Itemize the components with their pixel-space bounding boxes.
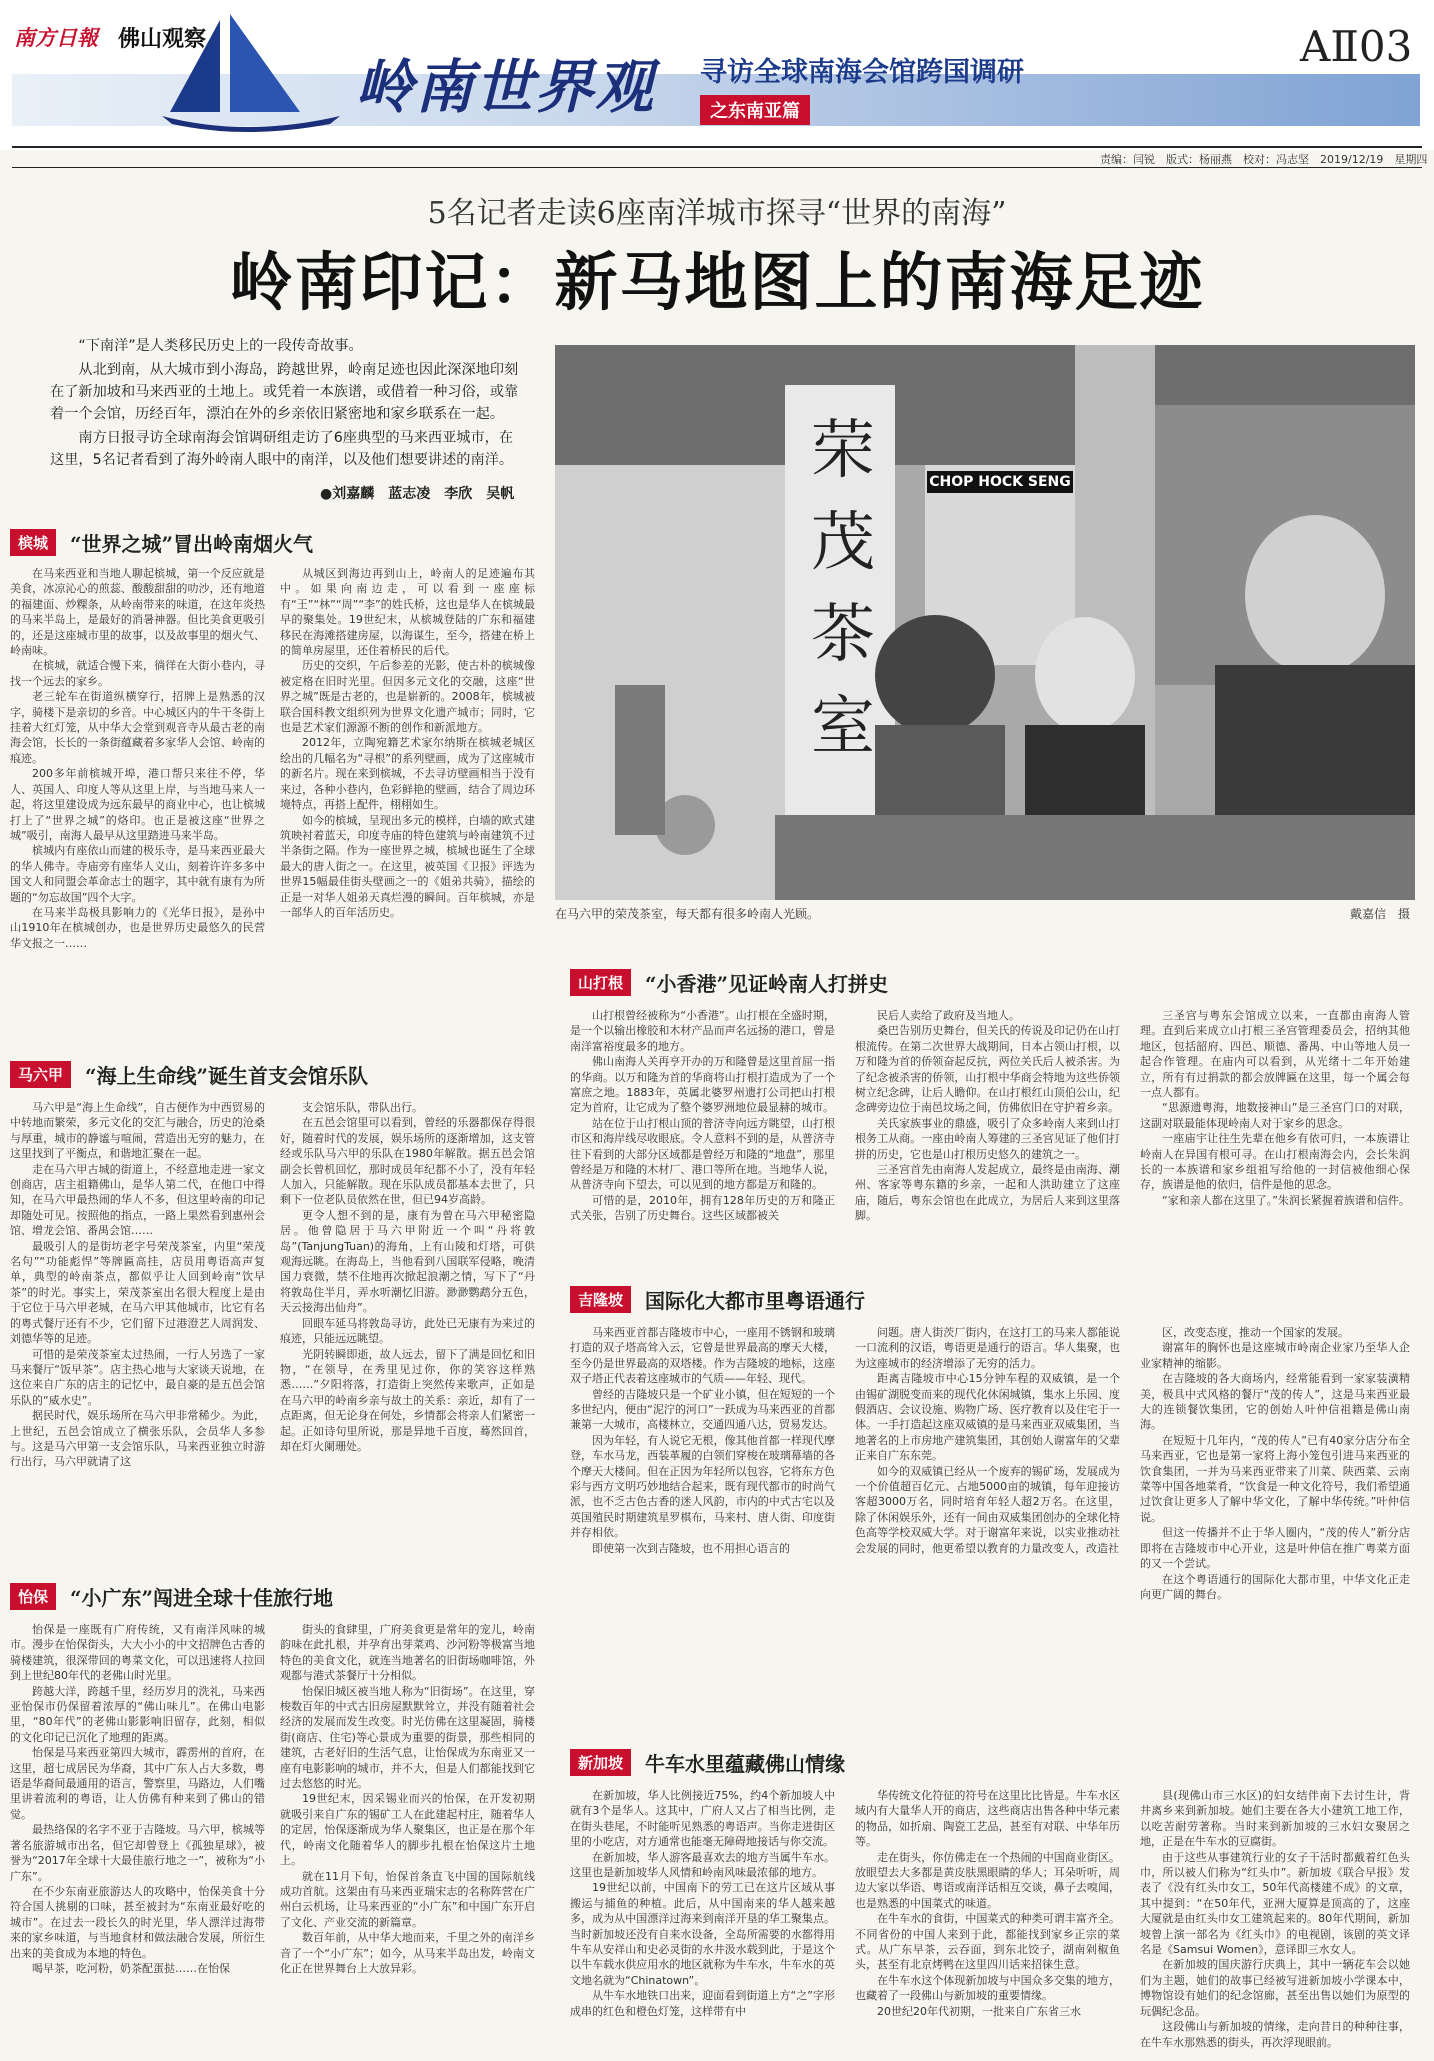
paragraph: 在新加坡，华人游客最喜欢去的地方当属牛车水。这里也是新加坡华人风情和岭南风味最浓郁的地方。 xyxy=(570,1850,835,1880)
paragraph: 谢富年的胸怀也是这座城市岭南企业家乃至华人企业家精神的缩影。 xyxy=(1140,1341,1410,1370)
paragraph: 200多年前槟城开埠，港口帮只来往不停，华人、英国人、印度人等从这里上岸，与当地马来人一起，将这里建设成为远东最早的商业中心，也让槟城打上了“世界之城”的烙印。也正是被这座“世界之城”吸引，南海人最早从这里踏进马来半岛。 xyxy=(10,767,265,842)
section-name: 佛山观察 xyxy=(118,27,207,52)
article-column xyxy=(855,1325,1120,1725)
article-column xyxy=(855,1788,1120,2054)
paragraph: 佛山南海人关再亨开办的万和隆曾是这里首屈一指的华商。以万和隆为首的华商将山打根打造成为了一个富庶之地。1883年，英属北婆罗州遗打公司把山打根定为首府，让它成为了整个婆罗洲地位最显赫的城市。 xyxy=(570,1055,835,1115)
byline: ●刘嘉麟 蓝志凌 李欣 吴帆 xyxy=(320,486,515,502)
section-tag: 马六甲 xyxy=(10,1061,71,1088)
paragraph: 最吸引人的是街坊老字号荣茂茶室，内里“荣茂名句”“功能彪悍”等牌匾高挂，店员用粤语高声复单，典型的岭南茶点，都似乎让人回到岭南“饮早茶”的时光。事实上，荣茂茶室出名很大程度上是由于它位于马六甲老城，在马六甲其他城市，比它有名的粤式餐厅还有不少，它们留下过港澄艺人周润发、刘德华等的足迹。 xyxy=(10,1239,265,1346)
article-column xyxy=(280,1622,535,2052)
paragraph: 曾经的吉隆坡只是一个矿业小镇，但在短短的一个多世纪内，便由“泥泞的河口”一跃成为马来西亚的首都兼第一大城市，高楼林立，交通四通八达，贸易发达。 xyxy=(570,1387,835,1432)
article-column xyxy=(570,1325,835,1725)
paragraph: 县(现佛山市三水区)的妇女结伴南下去讨生计，背井离乡来到新加坡。她们主要在各大小建筑工地工作，以吃苦耐劳著称。当时来到新加坡的三水妇女聚居之地，正是在牛车水的豆腐街。 xyxy=(1140,1789,1410,1849)
paragraph: 跨越大洋，跨越千里，经历岁月的洗礼，马来西亚怡保市仍保留着浓厚的“佛山味儿”。在佛山电影里，“80年代”的老佛山影影响旧留存，此刻，相似的文化印记已沉化了地理的距离。 xyxy=(10,1684,265,1744)
paragraph: 在槟城，就适合慢下来，徜徉在大街小巷内，寻找一个远去的家乡。 xyxy=(10,659,265,688)
paragraph: 19世纪末，因采锡业而兴的怡保，在开发初期就吸引来自广东的锡矿工人在此建起村庄，随着华人的定居，怡保逐渐成为华人聚集区，也正是在那个年代，岭南文化随着华人的脚步扎根在怡保这片土地上。 xyxy=(280,1792,535,1868)
paragraph: 如今的双威镇已经从一个废弃的锡矿场，发展成为一个价值超百亿元、占地5000亩的城镇，每年迎接访客超3000万名，同时培育年轻人超2万名。在这里，除了休闲娱乐外，还有一间由双威集团创办的全球化特色高等学校双威大学。对于谢富年来说，以实业推动社会发展的同时，他更希望以教育的力量改变人，改造社 xyxy=(855,1464,1120,1555)
paragraph: 怡保是马来西亚第四大城市，霹雳州的首府，在这里，超七成居民为华裔，其中广东人占大多数，粤语是华裔间最通用的语言，警察里，马路边，人们嘴里讲着流利的粤语，让人仿佛有种来到了佛山的错觉。 xyxy=(10,1746,265,1821)
section-title: 牛车水里蕴藏佛山情缘 xyxy=(645,1751,846,1776)
photo-illustration xyxy=(555,345,1415,900)
credits-line: 责编：闫锐 版式：杨丽燕 校对：冯志坚 2019/12/19 星期四 xyxy=(1100,153,1428,166)
paragraph: 即使第一次到吉隆坡，也不用担心语言的 xyxy=(592,1541,790,1555)
article-column xyxy=(570,1008,835,1258)
paragraph: 关氏家族事业的鼎盛，吸引了众多岭南人来到山打根务工从商。一座由岭南人筹建的三圣宫见证了他们打拼的历史，它也是山打根历史悠久的建筑之一。 xyxy=(855,1116,1120,1161)
paragraph: 在五邑会馆里可以看到，曾经的乐器都保存得很好，随着时代的发展，娱乐场所的逐渐增加，这支管经或乐队马六甲的乐队在1980年解散。据五邑会馆副会长曾机回忆，那时成员年纪都不小了，没有年轻人加入，只能解散。现在乐队成员都基本去世了，只剩下一位老队员依然在世，但已94岁高龄。 xyxy=(280,1116,535,1207)
article-column xyxy=(1140,1325,1410,1725)
paragraph: 支会馆乐队，带队出行。 xyxy=(302,1101,423,1114)
section-title: “海上生命线”诞生首支会馆乐队 xyxy=(85,1063,369,1088)
paragraph: 桑巴告别历史舞台，但关氏的传说及印记仍在山打根流传。在第二次世界大战期间，日本占领山打根，以万和隆为首的侨领奋起反抗，两位关氏后人被杀害。为了纪念被杀害的侨领，山打根中华商会特地为这些侨领树立纪念碑，让后人瞻仰。在山打根红山顶伯公山，纪念碑旁边位于南邑坟场之间，仿佛依旧在守护着乡亲。 xyxy=(855,1024,1120,1115)
paragraph: 从牛车水地铁口出来，迎面看到街道上方“之”字形成串的红色和橙色灯笼，这样带有中 xyxy=(570,1989,835,2018)
section-tag: 山打根 xyxy=(570,969,631,996)
paragraph: 在新加坡，华人比例接近75%，约4个新加坡人中就有3个是华人。这其中，广府人又占了相当比例，走在街头巷尾，不时能听见熟悉的粤语声。当你走进街区里的小吃店，对方通常也能毫无障碍地接话与你交流。 xyxy=(570,1789,835,1849)
paragraph: 走在马六甲古城的街道上，不经意地走进一家文创商店，店主祖籍佛山，是华人第二代，在他口中得知，在马六甲最热闹的华人不多，但这里岭南的印记却随处可见。按照他的指点，一路上果然看到惠州会馆、增龙会馆、番禺会馆…… xyxy=(10,1162,265,1238)
paragraph: 在马来半岛极具影响力的《光华日报》，是孙中山1910年在槟城创办，也是世界历史最悠久的民营华文报之一…… xyxy=(10,905,265,950)
section-tag: 新加坡 xyxy=(570,1749,631,1776)
kicker: 5名记者走读6座南洋城市探寻“世界的南海” xyxy=(427,196,1007,231)
article-column xyxy=(10,1100,265,1570)
paragraph: 在这个粤语通行的国际化大都市里，中华文化正走向更广阔的舞台。 xyxy=(1140,1572,1410,1601)
paragraph: 怡保是一座既有广府传统，又有南洋风味的城市。漫步在怡保街头，大大小小的中文招牌色古香的骑楼建筑，很深带回的粤菜文化，可以迅速将人拉回到上世纪80年代的老佛山时光里。 xyxy=(10,1623,265,1683)
page-number: AⅡ03 xyxy=(1300,22,1413,71)
paragraph: 2012年，立陶宛籍艺术家尔纳斯在槟城老城区绘出的几幅名为“寻根”的系列壁画，成为了这座城市的新名片。现在来到槟城，不去寻访壁画相当于没有来过，各种小巷内，色彩鲜艳的壁画，结合了周边环境特点，再搭上配件，栩栩如生。 xyxy=(280,736,535,812)
shop-signboard: CHOP HOCK SENG xyxy=(927,471,1073,493)
paragraph: 这段佛山与新加坡的情缘，走向昔日的种种往事，在牛车水那熟悉的街头，再次浮现眼前。 xyxy=(1140,2020,1410,2049)
paragraph: 19世纪以前，中国南下的劳工已在这片区域从事搬运与捕鱼的种植。此后，从中国南来的华人越来越多，成为从中国漂洋过海来到南洋开垦的华工聚集点。当时新加坡还没有自来水设备，全岛所需要的水都得用牛车从安祥山和史必灵街的水井汲水载到此，于是这个以牛车载水供应用水的地区就称为牛车水，牛车水的英文地名就为“Chinatown”。 xyxy=(570,1881,835,1987)
paragraph: 在牛车水的食街，中国菜式的种类可谓丰富齐全。不同省份的中国人来到于此，都能找到家乡正宗的菜式。从广东早茶，云吞面，到东北饺子，湖南剁椒鱼头，甚至有北京烤鸭在这里四川话来招徕生意。 xyxy=(855,1912,1120,1972)
article-column xyxy=(10,566,265,1026)
section-header-ipoh xyxy=(10,1582,333,1610)
section-header-sandakan xyxy=(570,968,888,996)
paragraph: 马来西亚首都吉隆坡市中心，一座用不锈钢和玻璃打造的双子塔高耸入云，它曾是世界最高的摩天大楼，至今仍是世界最高的双塔楼。作为吉隆坡的地标，这座双子塔正代表着这座城市的气质——年轻、现代。 xyxy=(570,1326,835,1386)
section-header-kuala-lumpur xyxy=(570,1285,865,1313)
paragraph: 区，改变态度，推动一个国家的发展。 xyxy=(1162,1326,1349,1339)
paragraph: 距离吉隆坡市中心15分钟车程的双威镇，是一个由锡矿湖脱变而来的现代化休闲城镇，集水上乐园、度假酒店、会议设施、购物广场、医疗教育以及住宅于一体。一手打造起这座双威镇的是马来西亚双威集团，当地著名的上市房地产建筑集团，其创始人谢富年的父辈正来自广东东莞。 xyxy=(855,1372,1120,1463)
article-column xyxy=(10,1622,265,2052)
page-title: 岭南印记：新马地图上的南海足迹 xyxy=(229,245,1205,319)
lead-paragraphs xyxy=(50,335,520,473)
series-subtitle: 寻访全球南海会馆跨国调研 xyxy=(700,57,1024,88)
section-title: 国际化大都市里粤语通行 xyxy=(645,1288,866,1313)
paragraph: 因为年轻，有人说它无根，像其他首都一样现代摩登，车水马龙，西装革履的白领们穿梭在玻璃幕墙的各个摩天大楼间。但在正因为年轻所以包容，它将东方色彩与西方文明巧妙地结合起来，既有现代都市的时尚气派，也不乏古色古香的迷人风韵，市内的中式古宅以及英国殖民时期建筑星罗棋布，马来村、唐人街、印度街并存相依。 xyxy=(570,1433,835,1540)
paragraph: 街头的食肆里，广府美食更是常年的宠儿，岭南韵味在此扎根，并孕育出芽菜鸡、沙河粉等极富当地特色的美食文化，就连当地著名的旧街场咖啡馆，外观都与港式茶餐厅十分相似。 xyxy=(280,1623,535,1683)
article-column xyxy=(570,1788,835,2054)
paragraph: 在新加坡的国庆游行庆典上，其中一辆花车会以她们为主题，她们的故事已经被写进新加坡小学课本中，博物馆设有她们的纪念馆廊，甚至出售以她们为原型的玩偶纪念品。 xyxy=(1140,1958,1410,2018)
section-tag: 怡保 xyxy=(10,1583,56,1610)
article-column xyxy=(280,1100,535,1570)
paragraph: 更令人想不到的是，康有为曾在马六甲秘密隐居。他曾隐居于马六甲附近一个叫“丹将敦岛”(TanjungTuan)的海角，上有山陵和灯塔，可供观海远眺。在海岛上，当他看到八国联军侵略，晚清国力衰微，禁不住地再次掀起浪潮之情，写下了“丹将敦岛住半月，弄水听潮忆旧游。渺渺鹦鹉分五色，天云接海出仙舟”。 xyxy=(280,1208,535,1315)
paragraph: 但这一传播并不止于华人圈内，“茂的传人”新分店即将在吉隆坡市中心开业，这是叶仲信在推广粤菜方面的又一个尝试。 xyxy=(1140,1526,1410,1571)
section-title: “小广东”闯进全球十佳旅行地 xyxy=(70,1585,334,1610)
lead-paragraph: 从北到南，从大城市到小海岛，跨越世界，岭南足迹也因此深深地印刻在了新加坡和马来西亚的土地上。或凭着一本族谱，或借着一种习俗，或靠着一个会馆，历经百年，漂泊在外的乡亲依旧紧密地和家乡联系在一起。 xyxy=(50,362,519,422)
paragraph: 站在位于山打根山顶的普济寺向远方眺望，山打根市区和海岸线尽收眼底。令人意料不到的是，从普济寺往下看到的大部分区域都是曾经万和隆的“地盘”，那里曾经是万和隆的木材厂、港口等所在地。当地华人说，从普济寺向下望去，可以见到的地方都是万和隆的。 xyxy=(570,1116,835,1192)
paper-logo: 南方日報 xyxy=(14,25,98,50)
section-title: “小香港”见证岭南人打拼史 xyxy=(645,971,889,996)
paragraph: “思源遗粤海，地数接神山”是三圣宫门口的对联，这副对联最能体现岭南人对于家乡的思念。 xyxy=(1140,1101,1410,1130)
article-column xyxy=(280,566,535,1026)
paragraph: 在吉隆坡的各大商场内，经常能看到一家家装潢精美，极具中式风格的餐厅“茂的传人”，这是马来西亚最大的连锁餐饮集团，它的创始人叶仲信祖籍是佛山南海。 xyxy=(1140,1372,1410,1432)
paragraph: 据民时代，娱乐场所在马六甲非常稀少。为此，上世纪，五邑会馆成立了横张乐队，会员华人多参与。这是马六甲第一支会馆乐队，马来西亚独立时游行出行，马六甲就请了这 xyxy=(10,1409,265,1469)
paragraph: 一座庙宇让往生先辈在他乡有依可归，一本族谱让岭南人在异国有根可寻。在山打根南海会内，会长朱润长的一本族谱和家乡组祖写给他的一封信被他细心保存，族谱是他的依归，信件是他的思念。 xyxy=(1140,1132,1410,1192)
section-tag: 吉隆坡 xyxy=(570,1286,631,1313)
paragraph: 回眼车延马将敦岛寻访，此处已无康有为来过的痕迹，只能远远眺望。 xyxy=(280,1316,535,1346)
paragraph: 喝早茶，吃河粉，奶茶配蛋挞……在怡保 xyxy=(32,1961,230,1975)
paragraph: 在马来西亚和当地人聊起槟城，第一个反应就是美食，冰凉沁心的煎蕊、酸酸甜甜的叻沙，还有地道的福建面、炒粿条，从岭南带来的味道，在这年炎热的马来半岛上，是最好的消暑神器。但比美食更吸引的，还是这座城市里的故事，以及故事里的烟火气、岭南味。 xyxy=(10,567,265,658)
paragraph: 三圣宫首先由南海人发起成立，最终是由南海、潮州、客家等粤东籍的乡亲，一起和人洪助建立了这座庙，随后，粤东会馆也在此成立，为居后人来到这里落脚。 xyxy=(855,1163,1120,1223)
divider xyxy=(12,167,1422,168)
paragraph: 如今的槟城，呈现出多元的模样，白墙的欧式建筑映衬着蓝天，印度寺庙的特色建筑与岭南建筑不过半条街之隔。作为一座世界之城，槟城也诞生了全球最大的唐人街之一。在这里，被英国《卫报》评选为世界15幅最佳街头壁画之一的《姐弟共骑》，描绘的正是一对华人姐弟天真烂漫的瞬间。百年槟城，亦是一部华人的百年活历史。 xyxy=(280,813,535,919)
paragraph: 数百年前，从中华大地而来，千里之外的南洋乡音了一个“小广东”；如今，从马来半岛出发，岭南文化正在世界舞台上大放异彩。 xyxy=(280,1931,535,1975)
section-title: “世界之城”冒出岭南烟火气 xyxy=(70,531,314,556)
paragraph: 槟城内有座依山而建的极乐寺，是马来西亚最大的华人佛寺。寺庙旁有座华人义山，刻着许许多多中国文人和同盟会革命志士的题字，其中就有康有为所题的“勿忘故国”四个大字。 xyxy=(10,844,265,904)
paragraph: 光阴转瞬即逝，故人远去，留下了满是回忆和旧物，“在领导，在秀里见过你，你的笑容这样熟悉……”夕阳将落，打造街上突然传来歌声，正如是在马六甲的岭南乡亲与故土的关系：亲近，却有了一点距离，但无论身在何处，乡情都会将亲人们紧密一起。正如诗句里所说，那是异地千百度，蓦然回首，却在灯火阑珊处。 xyxy=(280,1347,535,1453)
paragraph: 民后人卖给了政府及当地人。 xyxy=(877,1009,1020,1022)
paragraph: 历史的交织，午后参差的光影，使古朴的槟城像被定格在旧时光里。但因多元文化的交融，这座“世界之城”既是古老的，也是崭新的。2008年，槟城被联合国科教文组织列为世界文化遗产城市；同时，它也是艺术家们源源不断的创作和新派地方。 xyxy=(280,659,535,735)
teahouse-photo xyxy=(555,345,1415,900)
paragraph: 问题。唐人街茨厂街内，在这打工的马来人都能说一口流利的汉语，粤语更是通行的语言。华人集聚，也为这座城市的经济增添了无穷的活力。 xyxy=(855,1326,1120,1370)
shop-sign: 荣茂茶室 xyxy=(811,414,875,764)
paragraph: 老三轮车在街道纵横穿行，招牌上是熟悉的汉字，骑楼下是亲切的乡音。中心城区内的牛干冬街上挂着大红灯笼，从中华大会堂到观音寺从最古老的南海会馆，长长的一条街蕴藏着多家华人会馆、岭南的痕迹。 xyxy=(10,690,265,765)
paragraph: 走在街头，你仿佛走在一个热闹的中国商业街区。放眼望去大多都是黄皮肤黑眼睛的华人；耳朵听听，周边大家以华语、粤语或南洋话相互交谈，鼻子去嗅闻，也是熟悉的中国菜式的味道。 xyxy=(855,1850,1120,1910)
paragraph: 就在11月下旬，怡保首条直飞中国的国际航线成功首航。这架由有马来西亚瑞宋志的名称阵营在广州白云机场，让马来西亚的“小广东”和中国广东开启了文化、产业交流的新篇章。 xyxy=(280,1869,535,1929)
series-title: 岭南世界观 xyxy=(355,53,656,121)
paragraph: 山打根曾经被称为“小香港”。山打根在全盛时期，是一个以输出橡胶和木材产品而声名远扬的港口，曾是南洋富裕度最多的地方。 xyxy=(570,1009,835,1053)
article-column xyxy=(1140,1788,1410,2054)
photo-credit: 戴嘉信 摄 xyxy=(1350,907,1411,921)
section-header-malacca xyxy=(10,1060,368,1088)
paragraph: 从城区到海边再到山上，岭南人的足迹遍布其中。如果向南边走，可以看到一座座标有“王”“林”“周”“李”的姓氏桥，这也是华人在槟城最早的聚集处。19世纪末，从槟城登陆的广东和福建移民在海滩搭建房屋，以海谋生，至今，搭建在桥上的简单房屋里，还住着桥民的后代。 xyxy=(280,567,535,658)
series-tag: 之东南亚篇 xyxy=(700,95,810,125)
paragraph: 在短短十几年内，“茂的传人”已有40家分店分布全马来西亚，它也是第一家将上海小笼包引进马来西亚的饮食集团，一并为马来西亚带来了川菜、陕西菜、云南菜等中国各地菜肴，“饮食是一种文化符号，我们希望通过饮食让更多人了解中华文化，了解中华传统。”叶仲信说。 xyxy=(1140,1433,1410,1524)
paragraph: 在牛车水这个体现新加坡与中国众多交集的地方，也藏着了一段佛山与新加坡的重要情缘。 xyxy=(855,1973,1120,2003)
article-column xyxy=(1140,1008,1410,1258)
lead-paragraph: “下南洋”是人类移民历史上的一段传奇故事。 xyxy=(78,338,363,354)
paragraph: 可惜的是，2010年，拥有128年历史的万和隆正式关张，告别了历史舞台。这些区域都被关 xyxy=(570,1193,835,1223)
article-column xyxy=(855,1008,1120,1258)
section-header-penang xyxy=(10,528,313,556)
divider xyxy=(12,146,1422,148)
sailboat-icon xyxy=(150,12,360,132)
paragraph: 可惜的是荣茂茶室太过热闹，一行人另选了一家马来餐厅“饭早茶”。店主热心地与大家谈天说地，在这位来自广东的店主的记忆中，最自豪的是五邑会馆乐队的“威水史”。 xyxy=(10,1347,265,1407)
lead-paragraph: 南方日报寻访全球南海会馆调研组走访了6座典型的马来西亚城市，在这里，5名记者看到了海外岭南人眼中的南洋，以及他们想要讲述的南洋。 xyxy=(50,430,514,468)
paragraph: 怡保旧城区被当地人称为“旧街场”。在这里，穿梭数百年的中式古旧房屋默默耸立，并没有随着社会经济的发展而发生改变。时光仿佛在这里凝固，骑楼街(商店、住宅)等心景成为重要的街景，那些相同的建筑，古老好旧的生活气息，让怡保成为东南亚又一座有电影影响的城市，并不大，但是人们都能找到它过去悠悠的时光。 xyxy=(280,1684,535,1791)
paragraph: 马六甲是“海上生命线”，自古便作为中西贸易的中转地而繁荣，多元文化的交汇与融合，历史的沧桑与厚重，城市的静谧与喧闹，营造出无穷的魅力，在这里找到了平衡点，和谐地汇聚在一起。 xyxy=(10,1101,265,1161)
paragraph: 20世纪20年代初期，一批来自广东省三水 xyxy=(877,2004,1081,2018)
paragraph: “家和亲人都在这里了。”朱润长紧握着族谱和信件。 xyxy=(1162,1193,1410,1207)
section-header-singapore xyxy=(570,1748,845,1776)
paragraph: 华传统文化符征的符号在这里比比皆是。牛车水区域内有大量华人开的商店，这些商店出售各种中华元素的物品，如折扇、陶瓷工艺品，甚至有对联、中华年历等。 xyxy=(855,1789,1120,1849)
paragraph: 由于这些从事建筑行业的女子干活时都戴着红色头巾，所以被人们称为“红头巾”。新加坡《联合早报》发表了《没有红头巾女工，50年代高楼建不成》的文章，其中提到：“在50年代，亚洲大厦算是顶高的了，这座大厦就是由红头巾女工建筑起来的。80年代期间，新加坡曾上演一部名为《红头巾》的电视剧，该剧的英文译名是《Samsui Women》，意译即三水女人。 xyxy=(1140,1850,1410,1957)
paragraph: 在不少东南亚旅游达人的攻略中，怡保美食十分符合国人挑剔的口味，甚至被封为“东南亚最好吃的城市”。在过去一段长久的时光里，华人漂洋过海带来的家乡味道，与当地食材和做法融合发展，所衍生出来的美食成为本地的特色。 xyxy=(10,1884,265,1960)
section-tag: 槟城 xyxy=(10,529,56,556)
paragraph: 三圣宫与粤东会馆成立以来，一直都由南海人管理。直到后来成立山打根三圣宫管理委员会，招纳其他地区，包括韶府、四邑、顺德、番禺、中山等地人员一起合作管理。在庙内可以看到，从光绪十二年开始建立，所有有过捐款的都会放牌匾在这里，每一个属会每一点人都有。 xyxy=(1140,1009,1410,1100)
photo-caption: 在马六甲的荣茂茶室，每天都有很多岭南人光顾。 xyxy=(555,907,820,921)
paragraph: 最热络保的名字不亚于吉隆坡。马六甲，槟城等著名旅游城市出名，但它却曾登上《孤独星球》，被誉为“2017年全球十大最佳旅行地之一”，被称为“小广东”。 xyxy=(10,1823,265,1883)
